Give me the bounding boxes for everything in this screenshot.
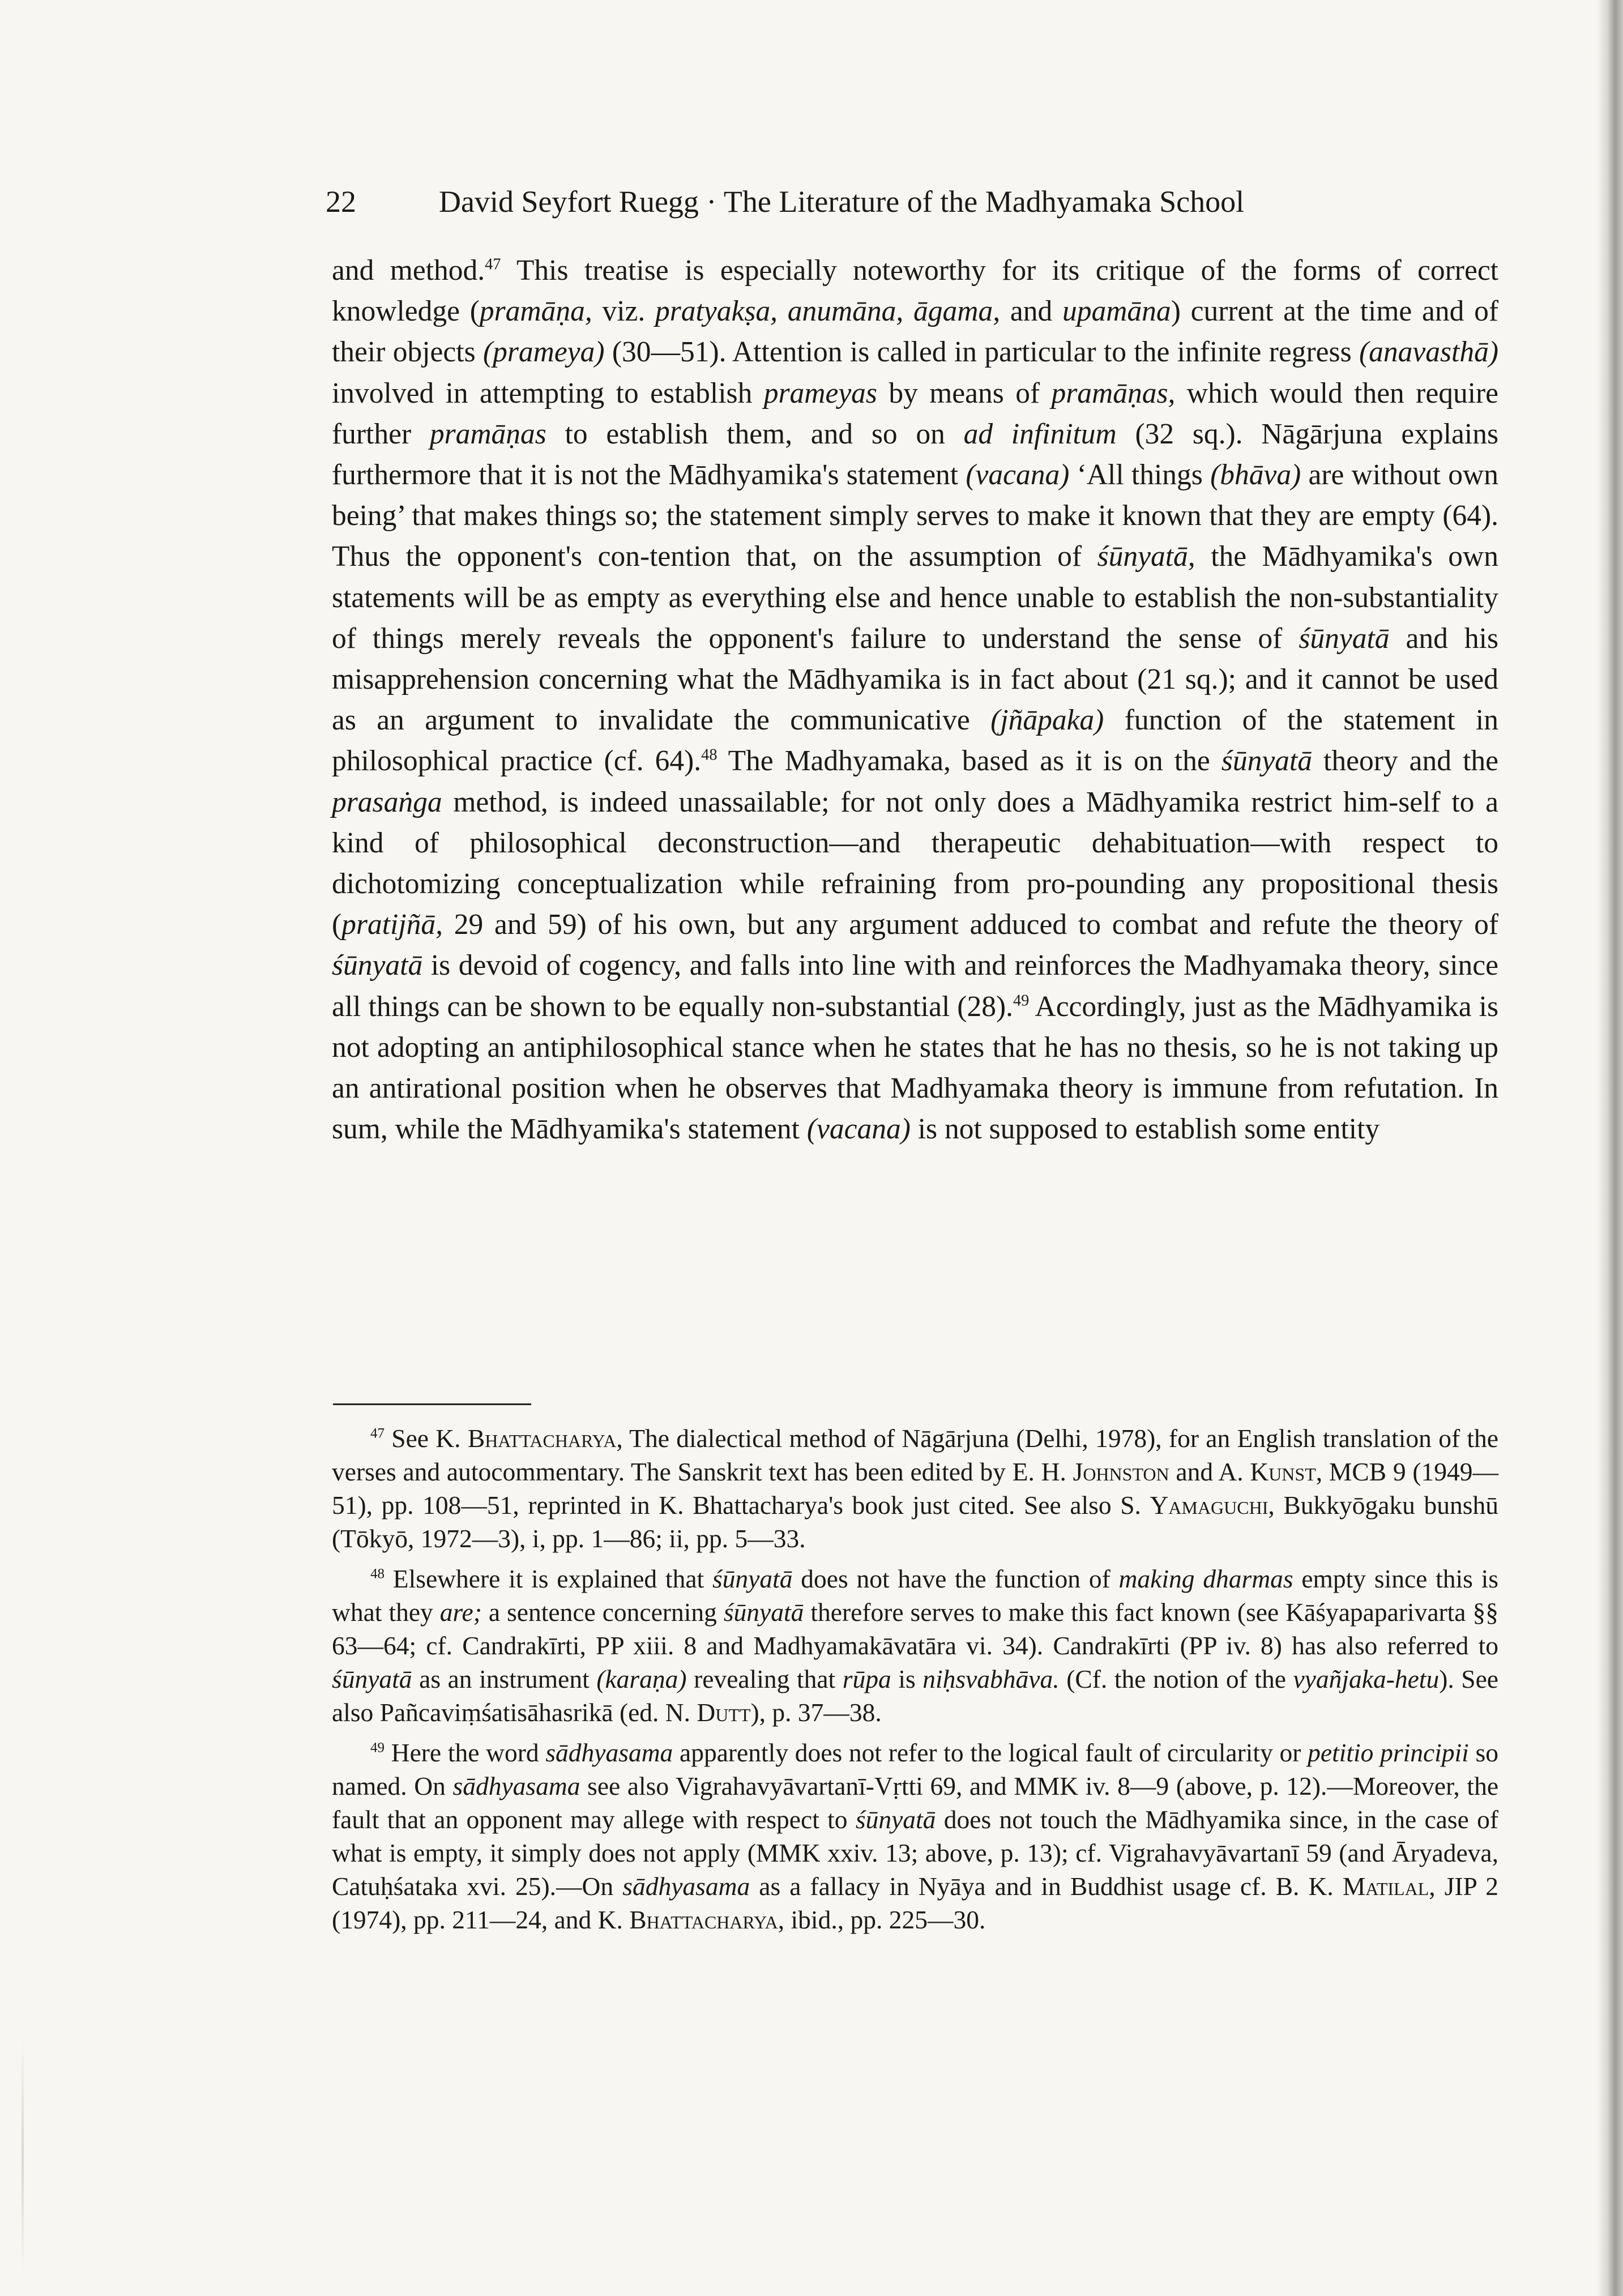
text-run: making dharmas [1118,1564,1293,1593]
text-run: and method. [332,254,485,287]
text-run: is devoid of cogency, and falls into line with and reinforces the Madhyamaka theory, since all things can be shown to be equally non-substantial (28). [332,949,1498,1023]
footnote-ref-47[interactable]: 47 [485,255,501,274]
text-run: ‘All things [1069,459,1211,492]
footnote-number: 48 [370,1566,385,1582]
text-run: śūnyatā [855,1805,936,1834]
footnote-49 [332,1736,1498,1936]
text-run: śūnyatā [332,1665,412,1693]
text-run: śūnyatā, [1097,540,1195,573]
text-run: Matilal [1342,1872,1429,1901]
footnote-ref-48[interactable]: 48 [701,746,717,765]
text-run: Johnston [1073,1457,1169,1486]
text-run: śūnyatā [1221,745,1312,778]
page-number: 22 [326,185,356,219]
text-run: (karaṇa) [596,1665,687,1693]
text-run: viz. [592,295,656,328]
text-run: , JIP 2 (1974), pp. 211—24, and K. [332,1872,1498,1934]
text-run: which would then require further [332,377,1499,450]
text-run: by means of [877,377,1052,409]
text-run: Elsewhere it is explained that [385,1564,712,1593]
text-run: , The dialectical method of Nāgārjuna (Delhi, 1978), for an English translation of the verses and autocommentary. The Sanskrit text has been edited by E. H. [332,1424,1498,1486]
text-run: prameyas [763,377,877,409]
footnote-48 [332,1562,1498,1729]
footnote-ref-49[interactable]: 49 [1013,992,1030,1010]
text-run: and [1000,295,1062,328]
text-run: prasaṅga [332,786,442,818]
text-run: involved in attempting to establish [332,377,764,409]
text-run: so named. On [332,1738,1498,1800]
text-run: does not touch the Mādhyamika since, in the case of what is empty, it simply does not apply (MMK xxiv. 13; above, p. 13); cf. Vigrahavyāvartanī 59 (and Āryadeva, Catuḥśataka xvi. 25).—On [332,1805,1499,1901]
text-run: (bhāva) [1210,459,1301,492]
footnote-number: 49 [370,1740,385,1756]
text-run: pramāṇas [429,417,546,450]
text-run: (32 sq.). Nāgārjuna explains furthermore that it is not the Mādhyamika's statement [332,417,1498,492]
text-run: ). See also Pañcaviṃśatisāhasrikā (ed. N. [332,1665,1499,1727]
running-title: David Seyfort Ruegg · The Literature of the Madhyamaka School [439,185,1245,219]
text-run: Accordingly, just as the Mādhyamika is not adopting an antiphilosophical stance when he states that he has no thesis, so he is not taking up an antirational position when he observes that Madhyamaka theory is immune from refutation. In sum, while the Mādhyamika's statement [332,990,1498,1146]
text-run: (vacana) [806,1113,911,1146]
text-run: rūpa [842,1665,891,1693]
scan-mark [22,2039,24,2277]
text-run: 29 and 59) of his own, but any argument adduced to combat and refute the theory of [443,908,1498,941]
text-run: sādhyasama [545,1738,673,1767]
text-run: śūnyatā [723,1598,804,1627]
text-run: śūnyatā [1299,622,1390,655]
text-run: the Mādhyamika's own statements will be as empty as everything else and hence unable to establish the non-substantiality of things merely reveals the opponent's failure to understand the sense of [332,540,1498,655]
text-run: a sentence concerning [481,1598,724,1627]
text-run: to establish them, and so on [546,417,964,450]
text-run: pratyakṣa, anumāna, āgama, [655,295,1001,328]
text-run: are without own being’ that makes things so; the statement simply serves to make it known that they are empty (64). Thus the opponent's con-tention that, on the assumption of [332,459,1498,573]
text-run: upamāna [1062,295,1171,328]
footnotes [332,1422,1498,1943]
text-run: does not have the function of [792,1564,1119,1593]
text-run: (vacana) [966,459,1070,492]
text-run: Dutt [697,1698,751,1727]
text-run: is not supposed to establish some entity [910,1113,1380,1146]
text-run: niḥsvabhāva. [922,1665,1060,1693]
text-run: theory and the [1312,745,1498,778]
text-run: (jñāpaka) [990,704,1104,737]
text-run: Bhattacharya [467,1424,617,1453]
text-run: pramāṇa, [479,295,592,328]
text-run: śūnyatā [712,1564,793,1593]
text-run: , ibid., pp. 225—30. [778,1905,986,1934]
text-run: ad infinitum [963,417,1117,450]
text-run: śūnyatā [332,949,423,982]
text-run: This treatise is especially noteworthy for its critique of the forms of correct knowledge ( [332,254,1498,328]
text-run: ), p. 37—38. [750,1698,882,1727]
text-run: is [891,1665,923,1693]
text-run: Here the word [385,1738,546,1767]
page-edge-shadow [1597,0,1623,2296]
footnote-number: 47 [370,1426,385,1441]
text-run: sādhyasama [622,1872,750,1901]
footnote-47 [332,1422,1498,1555]
text-run: and his misapprehension concerning what the Mādhyamika is in fact about (21 sq.); and it cannot be used as an argument to invalidate the communicative [332,622,1498,737]
text-run: Bhattacharya [629,1905,778,1934]
text-run: (Cf. the notion of the [1059,1665,1293,1693]
text-run: pramāṇas, [1051,377,1176,409]
text-run: therefore serves to make this fact known (see Kāśyapaparivarta §§ 63—64; cf. Candrakīrti, PP xiii. 8 and Madhyamakāvatāra vi. 34). Candrakīrti (PP iv. 8) has also referred to [332,1598,1498,1660]
text-run: (anavasthā) [1359,336,1498,369]
text-run: See K. [385,1424,468,1453]
text-run: petitio principii [1308,1738,1469,1767]
text-run: pratijñā, [341,908,443,941]
text-run: function of the statement in philosophical practice (cf. 64). [332,704,1498,778]
text-run: as a fallacy in Nyāya and in Buddhist usage cf. B. K. [750,1872,1343,1901]
text-run: apparently does not refer to the logical fault of circularity or [673,1738,1308,1767]
text-run: vyañjaka-hetu [1293,1665,1440,1693]
main-text [332,250,1498,1150]
running-header [326,181,1390,222]
text-run: (30—51). Attention is called in particular to the infinite regress [604,336,1359,369]
text-run: , MCB 9 (1949—51), pp. 108—51, reprinted in K. Bhattacharya's book just cited. See also S. [332,1457,1498,1520]
text-run: method, is indeed unassailable; for not only does a Mādhyamika restrict him-self to a kind of philosophical deconstruction—and therapeutic dehabituation—with respect to dichotomizing conceptualization while refraining from pro-pounding any propositional thesis ( [332,786,1498,941]
footnote-separator [333,1403,531,1405]
text-run: are; [439,1598,482,1627]
text-run: revealing that [686,1665,843,1693]
text-run: ) current at the time and of their objects [332,295,1499,369]
text-run: (prameya) [482,336,605,369]
text-run: , Bukkyōgaku bunshū (Tōkyō, 1972—3), i, pp. 1—86; ii, pp. 5—33. [332,1491,1499,1553]
text-run: and A. [1169,1457,1250,1486]
text-run: as an instrument [412,1665,597,1693]
body-paragraph [332,250,1498,1150]
text-run: The Madhyamaka, based as it is on the [717,745,1221,778]
text-run: sādhyasama [452,1772,580,1800]
text-run: Kunst [1250,1457,1316,1486]
text-run: Yamaguchi [1150,1491,1268,1520]
text-run: see also Vigrahavyāvartanī-Vṛtti 69, and MMK iv. 8—9 (above, p. 12).—Moreover, the fault that an opponent may allege with respect to [332,1772,1499,1834]
text-run: empty since this is what they [332,1564,1498,1627]
